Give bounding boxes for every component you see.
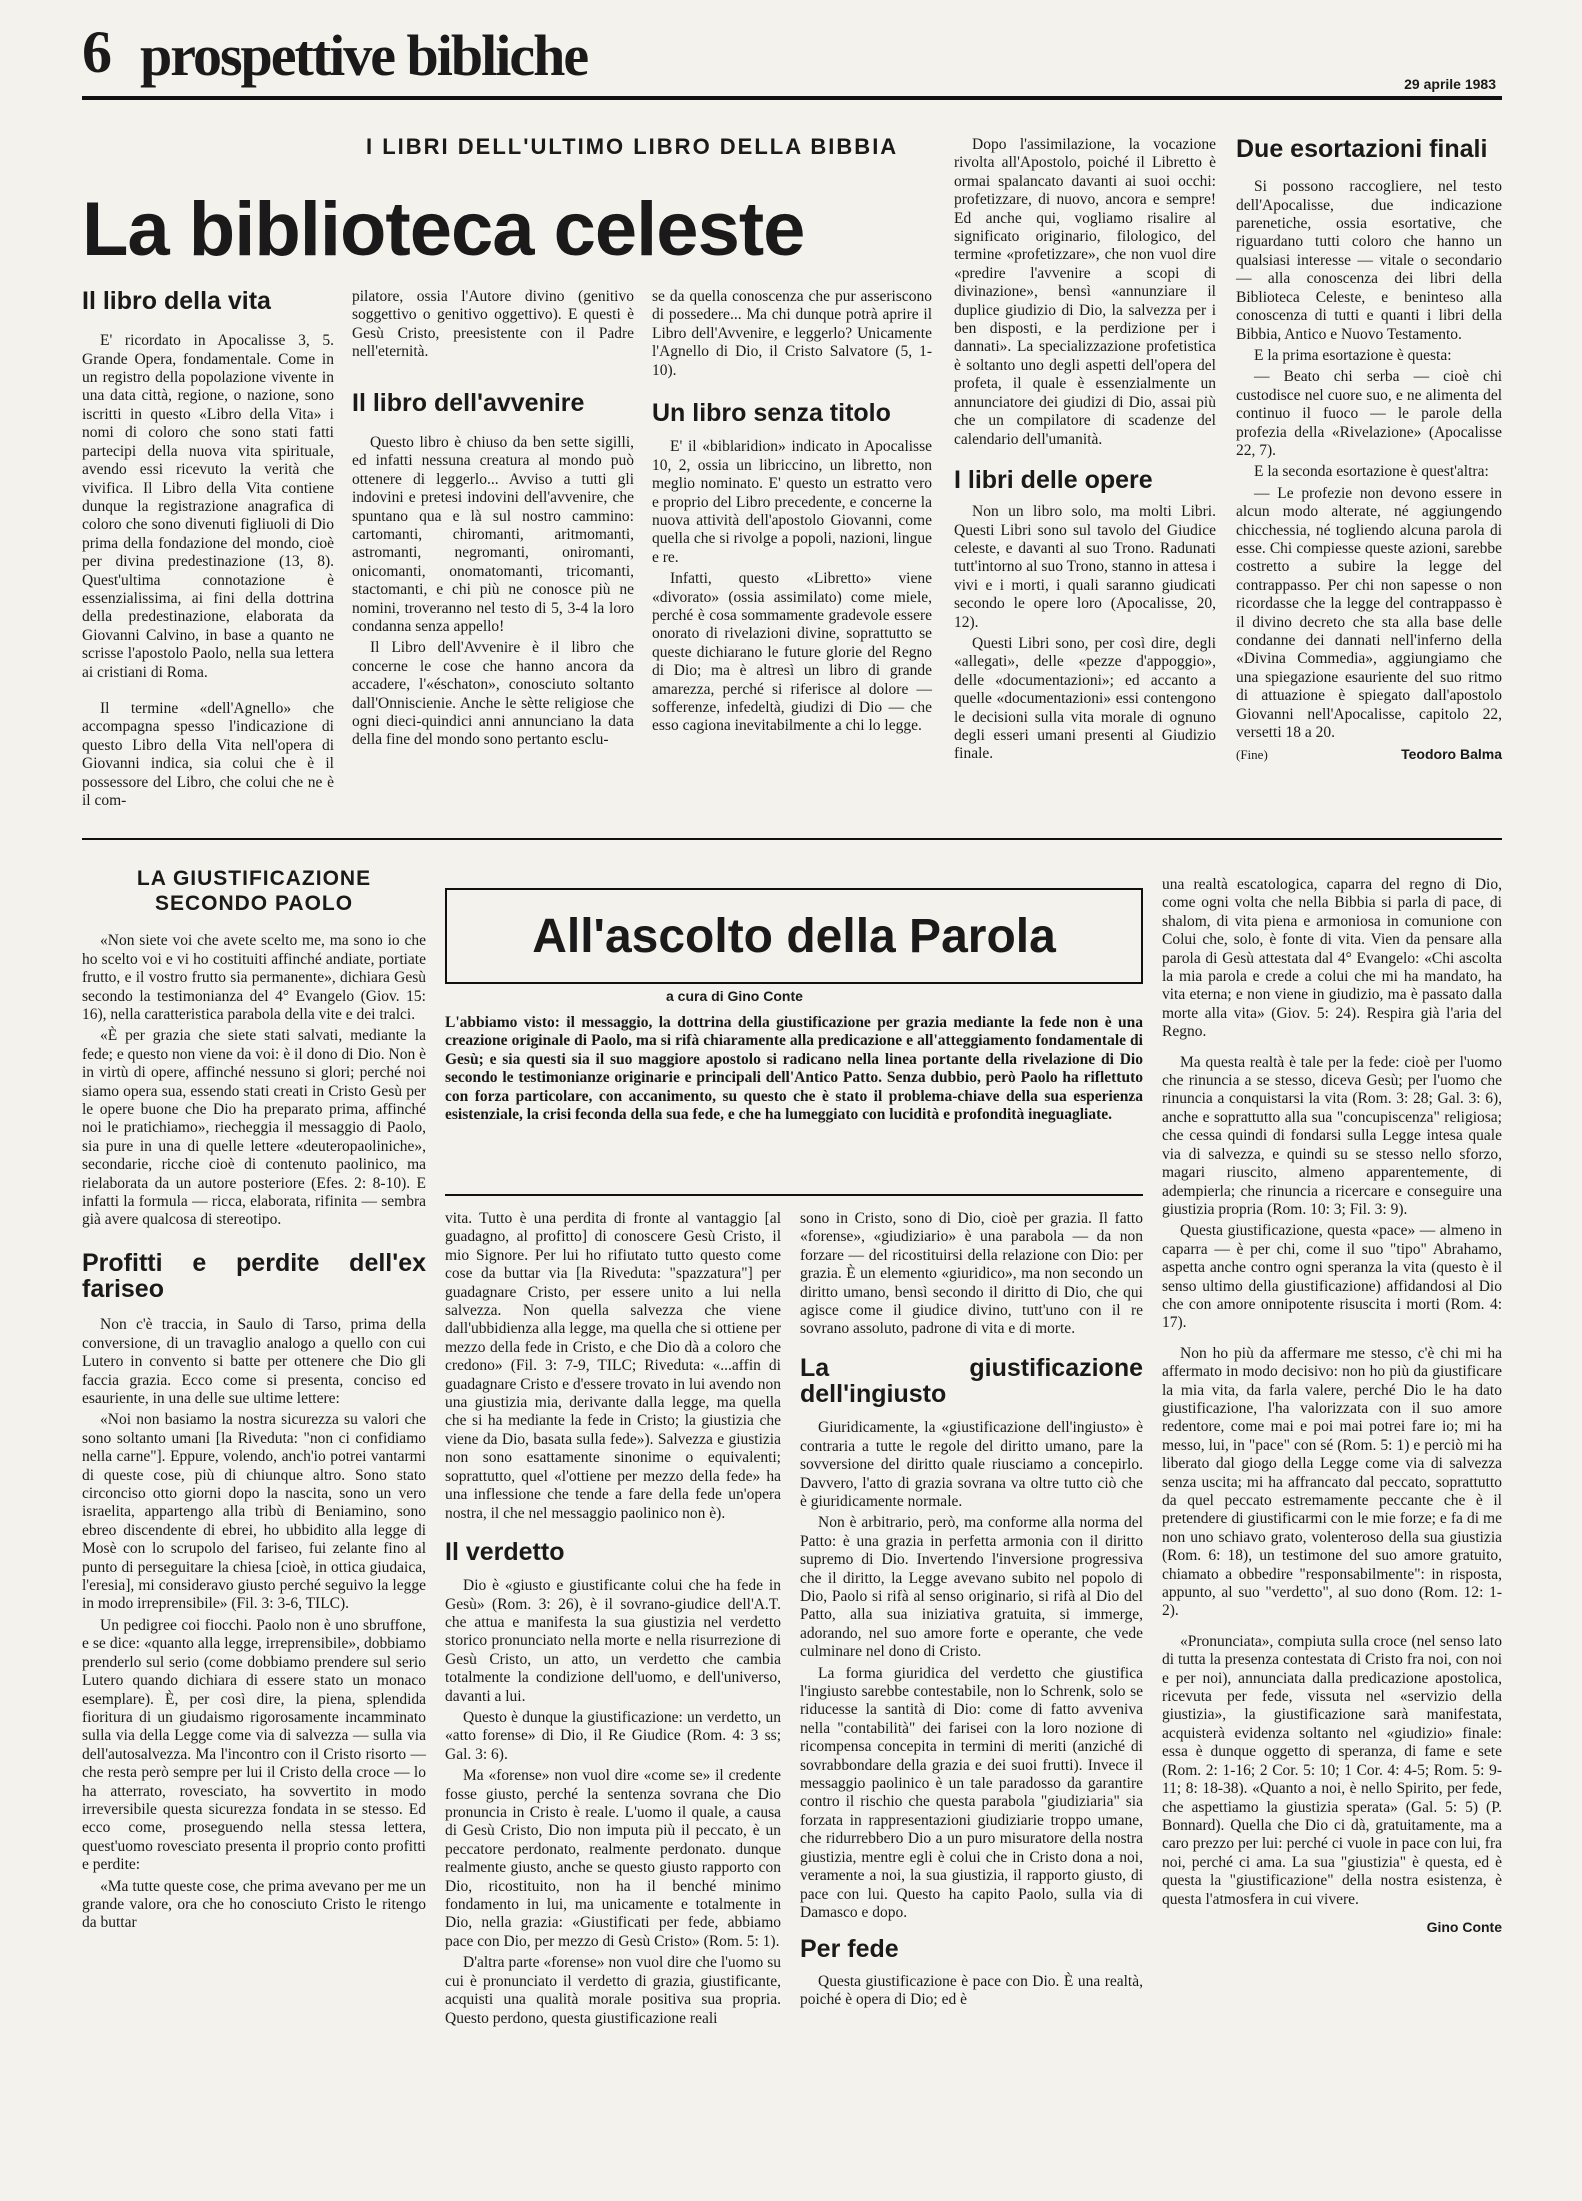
- paragraph: Giuridicamente, la «giustificazione dell'ingiusto» è contraria a tutte le regole del diritto umano, pare la sovversione del diritto quale riusciamo a concepirlo. Davvero, l'atto di grazia sovrana va oltre tutto ciò che è giuridicamente normale.: [800, 1419, 1143, 1510]
- paragraph: La forma giuridica del verdetto che giustifica l'ingiusto sarebbe contestabile, non lo Schrenk, solo se riducesse la santità di Dio: come di fatto avveniva nella "contabilità" dei farisei con la loro nozione di ricompensa concepita in termini di meriti (anziché di sovrabbondare della grazia e dei suoi frutti). Invece il messaggio paolinico è un tale paradosso da garantire contro il rischio che questa parabola "giudiziaria" sia forzata in rappresentazioni giudiziarie troppo umane, che ridurrebbero Dio a un puro misuratore della nostra giustizia, mentre egli è colui che in Cristo dona a noi, veramente a noi, la sua giustizia, il rapporto giusto, di pace con lui. Questo ha capito Paolo, sulla via di Damasco e dopo.: [800, 1664, 1143, 1921]
- issue-date: 29 aprile 1983: [1404, 76, 1496, 92]
- paragraph: vita. Tutto è una perdita di fronte al vantaggio [al guadagno, al profitto] di conoscere Gesù Cristo, il mio Signore. Per lui ho rifiutato tutto questo come cose da buttar via [la Riveduta: "spazzatura"] per guadagnare Cristo, per essere unito a lui nella salvezza. Non quella salvezza che viene dall'ubbidienza alla legge, ma quella che si ottiene per mezzo della fede in Cristo, e che Dio dà a coloro che credono» (Fil. 3: 7-9, TILC; Riveduta: «...affin di guadagnare Cristo e d'essere trovato in lui avendo non una giustizia mia, derivante dalla legge, ma quella che si ha mediante la fede in Cristo; la giustizia che viene da Dio, basata sulla fede»). Salvezza e giustizia non sono esattamente sinonime o equivalenti; soprattutto, quel «l'ottiene per mezzo della fede» ha una inflessione che tende a fare della fede un'opera nostra, il che nel messaggio paolinico non è).: [445, 1210, 781, 1522]
- section-divider: [82, 838, 1502, 840]
- subheading-verdetto: Il verdetto: [445, 1537, 565, 1566]
- paragraph: — Beato chi serba — cioè chi custodisce nel cuore suo, e ne alimenta del continuo il fuoco — le parole della profezia della «Rivelazione» (Apocalisse 22, 7).: [1236, 368, 1502, 459]
- paragraph: Questo è dunque la giustificazione: un verdetto, un «atto forense» di Dio, il Re Giudice (Rom. 4: 3 ss; Gal. 3: 6).: [445, 1709, 781, 1763]
- paragraph: Infatti, questo «Libretto» viene «divorato» (ossia assimilato) come miele, perché è cosa sommamente gradevole essere onorato di rivelazioni divine, soprattutto se queste dichiarano le future glorie del Regno di Dio; ma è altresì un libro di grande amarezza, perché si riferisce al dolore — sofferenze, infedeltà, giudizi di Dio — che esso cagiona inevitabilmente a chi lo legge.: [652, 570, 932, 735]
- subheading-libro-avvenire: Il libro dell'avvenire: [352, 388, 585, 417]
- page-number: 6: [82, 19, 111, 85]
- intro-rule: [445, 1194, 1143, 1196]
- feature-title-box: All'ascolto della Parola: [445, 888, 1143, 984]
- paragraph: una realtà escatologica, caparra del regno di Dio, come ogni volta che nella Bibbia si parla di pace, di shalom, di vita piena e armoniosa in comunione con Colui che, solo, è fonte di vita. Vien da pensare alla parola di Gesù attestata dal 4° Evangelo: «Chi ascolta la mia parola e crede a colui che mi ha mandato, ha vita eterna; e non viene in giudizio, ma è passato dalla morte alla vita» (Giov. 5: 24). Respira già l'aria del Regno.: [1162, 876, 1502, 1041]
- paragraph: se da quella conoscenza che pur asseriscono di possedere... Ma chi dunque potrà aprire il Libro dell'Avvenire, e leggerlo? Unicamente l'Agnello di Dio, il Cristo Salvatore (5, 1-10).: [652, 288, 932, 379]
- subheading-libri-opere: I libri delle opere: [954, 465, 1153, 494]
- paragraph: E' il «biblaridion» indicato in Apocalisse 10, 2, ossia un libriccino, un libretto, non meglio nominato. E' questo un estratto vero e proprio del Libro precedente, e concerne la nuova attività dell'apostolo Giovanni, come quella che si rivolge a popoli, nazioni, lingue e re.: [652, 438, 932, 566]
- paragraph: Questa giustificazione, questa «pace» — almeno in caparra — è per chi, come il suo "tipo" Abrahamo, aspetta anche contro ogni speranza la vita (questo è il senso ultimo della giustificazione) affidandosi al Dio che con amore onnipotente risuscita i morti (Rom. 4: 17).: [1162, 1222, 1502, 1332]
- left-column: [82, 866, 426, 1936]
- paragraph: D'altra parte «forense» non vuol dire che l'uomo su cui è pronunciato il verdetto di grazia, giustificante, acquisti una qualità morale positiva sua propria. Questo perdono, questa giustificazione reali: [445, 1954, 781, 2027]
- article-end: [1236, 746, 1502, 764]
- top-column-3: [652, 288, 932, 739]
- paragraph: Questa giustificazione è pace con Dio. È una realtà, poiché è opera di Dio; ed è: [800, 1972, 1143, 2008]
- paragraph: Il termine «dell'Agnello» che accompagna spesso l'indicazione di questo Libro della Vita nell'opera di Giovanni indica, sia colui che è il possessore del Libro, che colui che ne è il com-: [82, 699, 334, 809]
- top-column-4: [954, 136, 1216, 767]
- paragraph: Questi Libri sono, per così dire, degli «allegati», delle «pezze d'appoggio», delle «documentazioni»; ed accanto a quelle «documentazioni» essi contengono le decisioni sulla vita morale di ognuno degli esseri umani presenti al Giudizio finale.: [954, 635, 1216, 763]
- paragraph: Ma «forense» non vuol dire «come se» il credente fosse giusto, perché la sentenza sovrana che Dio pronuncia in Cristo è reale. L'uomo il quale, a causa di Gesù Cristo, Dio non imputa più il peccato, è un peccatore perdonato, realmente perdonato. dunque realmente giusto, anche se questo giusto rapporto con Dio, ricostituito, non ha il benché minimo fondamento in lui, ma unicamente e totalmente in Dio, nella grazia: «Giustificati per fede, abbiamo pace con Dio, per mezzo di Gesù Cristo» (Rom. 5: 1).: [445, 1767, 781, 1950]
- top-column-2: [352, 288, 634, 753]
- article-kicker: I LIBRI DELL'ULTIMO LIBRO DELLA BIBBIA: [366, 134, 899, 159]
- paragraph: E' ricordato in Apocalisse 3, 5. Grande Opera, fondamentale. Come in un registro della popolazione vivente in una data città, regione, o nazione, sono iscritti in questo «Libro della Vita» i nomi di coloro che sono stati fatti partecipi della nuova vita spirituale, avendo essi ricevuto la verità che vivifica. Il Libro della Vita contiene dunque la registrazione anagrafica di coloro che sono divenuti figliuoli di Dio prima della fondazione del mondo, cioè per divina predestinazione (13, 8). Quest'ultima connotazione è essenzialissima, ai fini della dottrina della predestinazione, elaborata da Giovanni Calvino, in base a quanto ne scrisse l'apostolo Paolo, nella sua lettera ai cristiani di Roma.: [82, 332, 334, 681]
- subheading-profitti-perdite: Profitti e perdite dell'ex fariseo: [82, 1248, 426, 1304]
- paragraph: — Le profezie non devono essere in alcun modo alterate, né aggiungendo chicchessia, né togliendo alcuna parola di esse. Chi compiesse queste azioni, sarebbe costretto a subire la legge del contrappasso. Per chi non sapesse o non ricordasse che la legge del contrappasso è il divino decreto che sta alla base delle condanne dei dannati nell'inferno della «Divina Commedia», aggiungiamo che una spiegazione esauriente del suo ritmo di attuazione è spiegato dall'apostolo Giovanni nell'Apocalisse, capitolo 22, versetti 18 a 20.: [1236, 484, 1502, 742]
- justification-heading: LA GIUSTIFICAZIONE SECONDO PAOLO: [136, 867, 372, 916]
- paragraph: «Noi non basiamo la nostra sicurezza su valori che sono soltanto umani [la Riveduta: "non ci confidiamo nella carne"]. Eppure, volendo, anch'io potrei vantarmi di queste cose, più di chiunque altro. Sono stato circonciso otto giorni dopo la nascita, sono un vero israelita, appartengo alla tribù di Beniamino, sono ebreo discendente di ebrei, ho ubbidito alla legge di Mosè con lo scrupolo del fariseo, fui zelante fino al punto di perseguitare la chiesa [cioè, in ottica giudaica, l'eresia], mi consideravo giusto perché seguivo la legge in modo irreprensibile» (Fil. 3: 3-6, TILC).: [82, 1411, 426, 1613]
- author-signature: Gino Conte: [1426, 1918, 1502, 1935]
- author-signature: Teodoro Balma: [1401, 746, 1502, 763]
- subheading-libro-senza-titolo: Un libro senza titolo: [652, 399, 891, 428]
- feature-intro: L'abbiamo visto: il messaggio, la dottrina della giustificazione per grazia mediante la fede non è una creazione originale di Paolo, ma si rifà chiaramente alla predicazione e all'atteggiamento fondamentale di Gesù; e sia questi sia il suo maggiore apostolo si radicano nella linea portante della rivelazione di Dio secondo le testimonianze originarie e principali dell'Antico Patto. Senza dubbio, però Paolo ha riflettuto con forza particolare, con accanimento, su questo che è stato il problema-chiave della sua esperienza esistenziale, la crisi feconda della sua fede, e che ha lumeggiato con lucidità e profondità ineguagliate.: [445, 1014, 1143, 1124]
- paragraph: «Ma tutte queste cose, che prima avevano per me un grande valore, ora che ho conosciuto Cristo le ritengo da buttar: [82, 1877, 426, 1932]
- section-title: prospettive bibliche: [140, 23, 588, 88]
- paragraph: Un pedigree coi fiocchi. Paolo non è uno sbruffone, e se dice: «quanto alla legge, irreprensibile», dobbiamo prenderlo sul serio (come dobbiamo prendere sul serio Lutero quando dichiara di essere stato un monaco esemplare). È, per così dire, la piena, splendida fioritura di un giudaismo rigorosamente incamminato sulla via della Legge come via di salvezza — sulla via dell'autosalvezza. Ma l'incontro con il Cristo risorto — che resta però sempre per lui il Cristo della croce — lo ha atterrato, rovesciato, ha sovvertito in modo irreversibile questa sicurezza fondata in se stesso. Ed ecco come, proseguendo nella stessa lettera, quest'uomo rovesciato presenta il proprio conto profitti e perdite:: [82, 1616, 426, 1874]
- article-headline: La biblioteca celeste: [82, 187, 805, 272]
- subheading-giustificazione-ingiusto: La giustificazione dell'ingiusto: [800, 1353, 1143, 1409]
- paragraph: Non c'è traccia, in Saulo di Tarso, prima della conversione, di un travaglio analogo a quello con cui Lutero in convento si batte per ottenere che Dio gli faccia grazia. Ecco come si presenta, conciso ed esauriente, in una delle sue ultime lettere:: [82, 1316, 426, 1407]
- paragraph: pilatore, ossia l'Autore divino (genitivo soggettivo o genitivo oggettivo). E questi è Gesù Cristo, preesistente con il Padre nell'eternità.: [352, 288, 634, 361]
- paragraph: Non un libro solo, ma molti Libri. Questi Libri sono sul tavolo del Giudice celeste, e davanti al suo Trono. Radunati tutt'intorno al suo Trono, stanno in attesa i vivi e i morti, i quali saranno giudicati secondo le opere loro (Apocalisse, 20, 12).: [954, 503, 1216, 631]
- paragraph: Questo libro è chiuso da ben sette sigilli, ed infatti nessuna creatura al mondo può ottenere di leggerlo... Avviso a tutti gli indovini e pretesi indovini dell'avvenire, che spuntano qua e là sul nostro cammino: cartomanti, chiromanti, aritmomanti, astromanti, negromanti, oniromanti, onicomanti, onomatomanti, tricomanti, stactomanti, e chi più ne conosce più ne nomini, troveranno nel testo di 5, 3-4 la loro condanna senza appello!: [352, 433, 634, 635]
- paragraph: Dopo l'assimilazione, la vocazione rivolta all'Apostolo, poiché il Libretto è ormai spalancato davanti ai suoi occhi: profetizzare, di nuovo, ancora e sempre! Ed anche qui, vogliamo risalire al significato originario, filologico, del termine «profetizzare», che non vuol dire «predire l'avvenire a scopi di divinazione», bensì «annunziare il duplice giudizio di Dio, la salvezza per i ben disposti, e la perdizione per i dannati». La specializzazione profetistica è soltanto uno degli aspetti dell'opera del profeta, il quale è essenzialmente un annunciatore dei giudizi di Dio, assai più che un compilatore di scadenze del calendario dell'umanità.: [954, 136, 1216, 448]
- paragraph: «Non siete voi che avete scelto me, ma sono io che ho scelto voi e vi ho costituiti affinché andiate, portiate frutto, e il vostro frutto sia permanente», dichiara Gesù secondo la testimonianza del 4° Evangelo (Giov. 15: 16), nella caratteristica parabola della vite e dei tralci.: [82, 932, 426, 1023]
- paragraph: «Pronunciata», compiuta sulla croce (nel senso lato di tutta la presenza contestata di Cristo fra noi, con noi e per noi), annunciata dalla predicazione apostolica, ricevuta per fede, vissuta nel «servizio della giustizia», la giustificazione sarà manifestata, acquisterà evidenza soltanto nel «giudizio» finale: essa è dunque oggetto di speranza, di fame e sete (Rom. 2: 1-16; 2 Cor. 5: 10; 1 Cor. 4: 4-5; Rom. 5: 9-11; 8: 18-38). «Quanto a noi, è nello Spirito, per fede, che aspettiamo la giustizia sperata» (Gal. 5: 5) (P. Bonnard). Quella che Dio ci dà, gratuitamente, ma a caro prezzo per lui: perché ci vuole in pace con lui, fra noi, perché ci ama. La sua "giustizia" è questa, ed è questa la "giustificazione" della nostra esistenza, è questa l'atmosfera in cui vivere.: [1162, 1632, 1502, 1908]
- paragraph: E la seconda esortazione è quest'altra:: [1254, 463, 1489, 481]
- top-column-5: [1236, 136, 1502, 765]
- feature-column-2: [800, 1210, 1143, 2012]
- paragraph: Dio è «giusto e giustificante colui che ha fede in Gesù» (Rom. 3: 26), è il sovrano-giudice dell'A.T. che attua e manifesta la sua giustizia nel verdetto storico pronunciato nella morte e nella risurrezione di Gesù Cristo, un atto, un verdetto che cambia totalmente la condizione dell'uomo, e dell'universo, davanti a lui.: [445, 1577, 781, 1705]
- subheading-per-fede: Per fede: [800, 1935, 899, 1964]
- paragraph: Non è arbitrario, però, ma conforme alla norma del Patto: è una grazia in perfetta armonia con il diritto supremo di Dio. Invertendo l'inversione progressiva che il diritto, la Legge avevano subito nel popolo di Dio, Paolo si rifà al senso originario, si rifà al Dio del Patto, alla sua iniziativa gratuita, si immerge, adorando, nel suo amore forte e operante, che vede culminare nel dono di Cristo.: [800, 1514, 1143, 1661]
- top-column-1: [82, 288, 334, 813]
- masthead-rule: [82, 96, 1502, 100]
- subheading-libro-vita: Il libro della vita: [82, 287, 271, 315]
- feature-column-1: [445, 1210, 781, 2031]
- paragraph: Il Libro dell'Avvenire è il libro che concerne le cose che hanno ancora da accadere, l'«éschaton», conosciuto soltanto dall'Onniscienie. Anche le sètte religiose che ogni dieci-quindici anni annunciano la data della fine del mondo sono pertanto esclu-: [352, 639, 634, 749]
- paragraph: «È per grazia che siete stati salvati, mediante la fede; e questo non viene da voi: è il dono di Dio. Non è in virtù di opere, affinché nessuno si glori; perché noi siamo opera sua, essendo stati creati in Cristo Gesù per le opere buone che Dio ha preparato prima, affinché noi le pratichiamo», riecheggia il messaggio di Paolo, sia pure in una di quelle lettere «deuteropaoliniche», secondarie, ricche cioè di contenuto paolinico, ma rielaborata da un autore posteriore (Efes. 2: 8-10). E infatti la formula — ricca, elaborata, rifinita — sembra già avere qualcosa di stereotipo.: [82, 1027, 426, 1229]
- end-mark: (Fine): [1236, 747, 1268, 763]
- feature-byline: a cura di Gino Conte: [666, 988, 803, 1004]
- paragraph: Non ho più da affermare me stesso, c'è chi mi ha affermato in modo decisivo: non ho più da giustificare la mia vita, da farla valere, perché Dio le ha dato giustificazione, l'ha valorizzata con il suo amore redentore, come mai e poi mai potrei fare io; mi ha messo, lui, in "pace" con sé (Rom. 5: 1) e perciò mi ha liberato dal giogo della Legge come via di salvezza senza uscita; mi ha affrancato dal peccato, soprattutto da quel peccato estremamente peccante che è il pretendere di giustificarmi con le mie forze; e fa di me non uno schiavo grato, volenteroso della sua giustizia (Rom. 6: 18), un testimone del suo amore gratuito, chiamato a obbedire "responsabilmente": in risposta, appunto, al suo "verdetto", al suo dono (Rom. 12: 1-2).: [1162, 1344, 1502, 1620]
- paragraph: Si possono raccogliere, nel testo dell'Apocalisse, due indicazione parenetiche, ossia esortative, che riguardano tutti coloro che hanno un qualsiasi interesse — vitale o secondario — alla conoscenza dei libri della Biblioteca Celeste, e beninteso alla conoscenza di tutti e quanti i libri della Bibbia, Antico e Nuovo Testamento.: [1236, 178, 1502, 343]
- paragraph: Ma questa realtà è tale per la fede: cioè per l'uomo che rinuncia a se stesso, diceva Gesù; per l'uomo che rinuncia a conquistarsi la vita (Rom. 3: 28; Gal. 3: 6), anche e soprattutto alla sua "concupiscenza" religiosa; che cessa quindi di fondarsi sulla Legge intesa quale via di salvezza, e quindi su se stesso nello sforzo, magari riuscito, almeno apparentemente, di adempierla; che rinuncia a ricercare e conseguire una giustizia propria (Rom. 10: 3; Fil. 3: 9).: [1162, 1053, 1502, 1218]
- right-column: [1162, 876, 1502, 1935]
- paragraph: E la prima esortazione è questa:: [1254, 346, 1452, 364]
- paragraph: sono in Cristo, sono di Dio, cioè per grazia. Il fatto «forense», «giudiziario» è una parabola — da non forzare — del ricostituirsi della relazione con Dio: per grazia. È un elemento «giuridico», ma non secondo un diritto umano, bensì secondo il diritto di Dio, che qui agisce come il giudice divino, tutt'uno con il re sovrano assoluto, padrone di vita e di morte.: [800, 1210, 1143, 1338]
- subheading-esortazioni: Due esortazioni finali: [1236, 135, 1488, 163]
